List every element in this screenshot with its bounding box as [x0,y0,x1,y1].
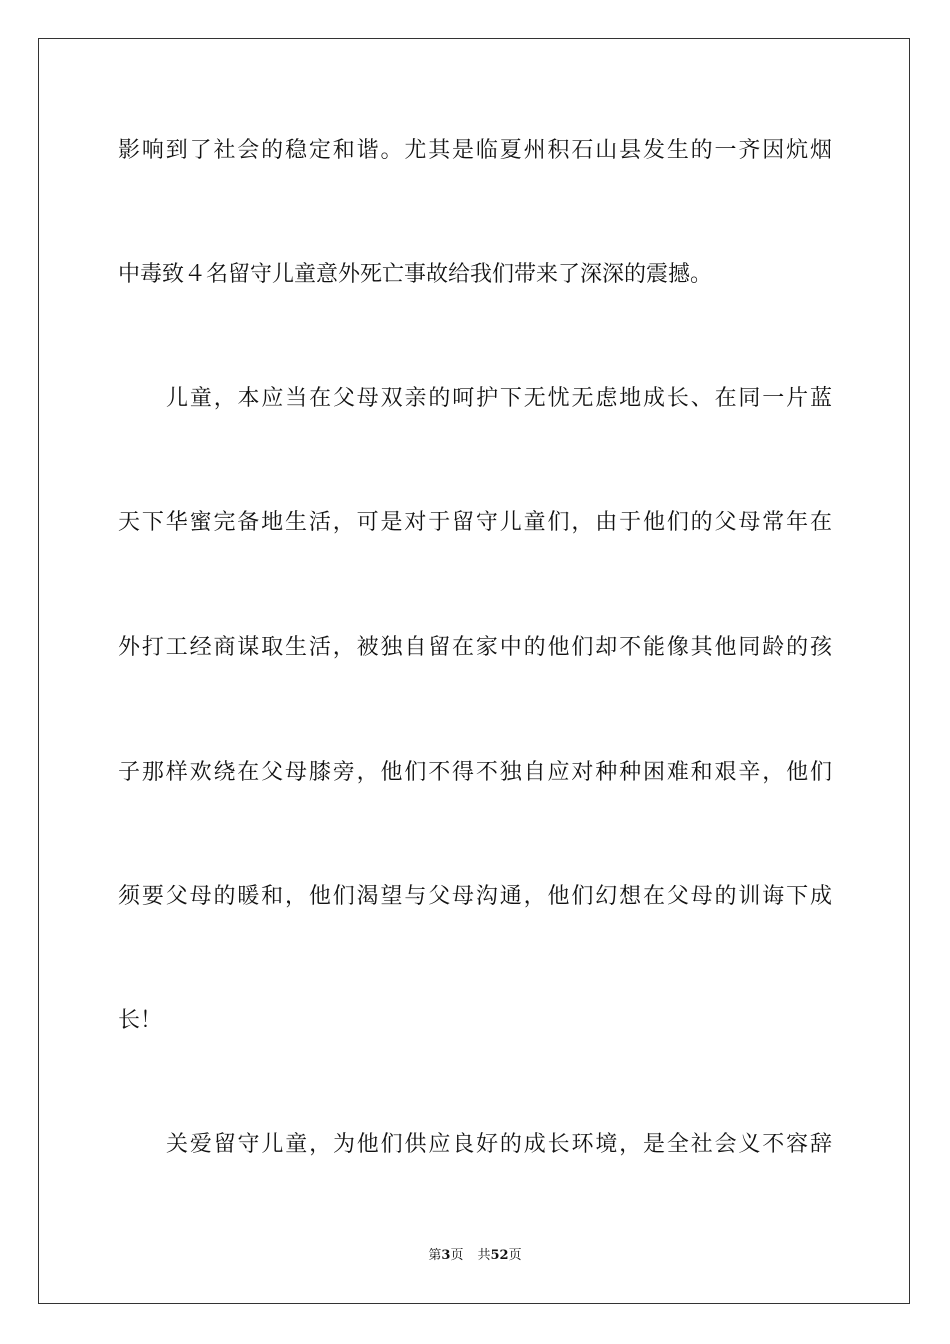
text-line-5: 外打工经商谋取生活，被独自留在家中的他们却不能像其他同龄的孩 [118,635,832,660]
page-suffix: 页 [450,1248,464,1263]
text-line-2: 中毒致４名留守儿童意外死亡事故给我们带来了深深的震撼。 [118,262,713,287]
total-prefix: 共 [477,1248,491,1263]
page-border [38,38,910,1304]
page-total: 52 [490,1248,509,1263]
page-prefix: 第 [428,1248,442,1263]
text-line-4: 天下华蜜完备地生活，可是对于留守儿童们，由于他们的父母常年在 [118,510,832,535]
total-suffix: 页 [508,1248,522,1263]
page-footer [0,1246,950,1266]
text-line-6: 子那样欢绕在父母膝旁，他们不得不独自应对种种困难和艰辛，他们 [118,760,832,785]
text-line-8: 长！ [118,1008,163,1033]
text-line-1: 影响到了社会的稳定和谐。尤其是临夏州积石山县发生的一齐因炕烟 [118,138,832,163]
page-current: 3 [441,1248,451,1263]
text-line-7: 须要父母的暖和，他们渴望与父母沟通，他们幻想在父母的训诲下成 [118,884,832,909]
paragraph-start-line-3: 儿童，本应当在父母双亲的呵护下无忧无虑地成长、在同一片蓝 [166,386,832,411]
paragraph-start-line-9: 关爱留守儿童，为他们供应良好的成长环境，是全社会义不容辞 [166,1132,832,1157]
